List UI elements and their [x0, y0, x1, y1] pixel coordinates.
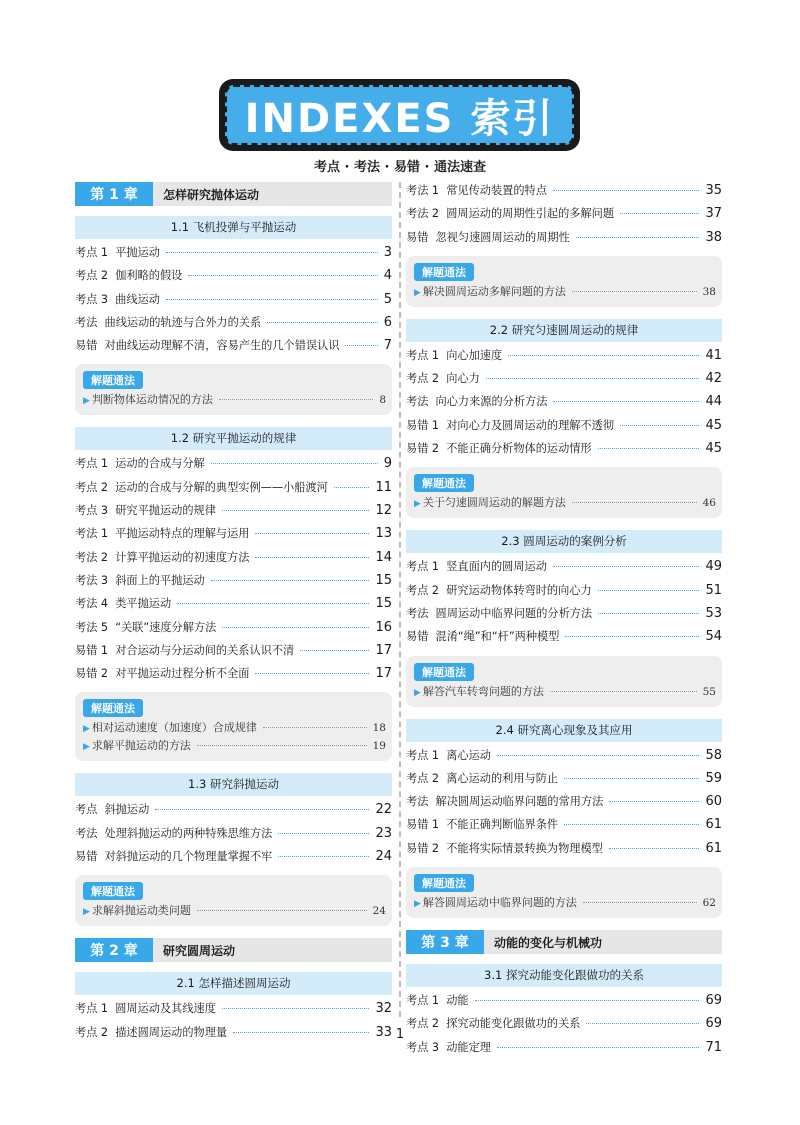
entry-title: 平抛运动特点的理解与运用: [115, 527, 250, 541]
entry-kind: 易错: [75, 339, 98, 353]
triangle-right-icon: ▶: [414, 499, 421, 510]
dot-leader: [564, 824, 699, 825]
entry-kind: 易错 2: [75, 667, 109, 681]
entry-kind: 考点 1: [75, 1002, 109, 1016]
dot-leader: [278, 833, 369, 834]
triangle-right-icon: ▶: [414, 287, 421, 298]
dot-leader: [222, 627, 369, 628]
dot-leader: [166, 252, 378, 253]
dot-leader: [609, 801, 699, 802]
entry-list: [406, 182, 722, 252]
dot-leader: [255, 557, 369, 558]
entry-title: 斜面上的平抛运动: [115, 573, 205, 587]
entry-title: 不能正确分析物体的运动情形: [446, 442, 592, 456]
index-entry[interactable]: [406, 840, 722, 863]
index-entry[interactable]: [406, 182, 722, 205]
method-entry[interactable]: [83, 719, 386, 737]
index-banner: [219, 79, 580, 151]
entry-page: 4: [383, 268, 392, 284]
dot-leader: [497, 1047, 700, 1048]
method-tag: 解题通法: [414, 663, 474, 681]
method-box: [75, 364, 392, 415]
index-entry[interactable]: [406, 205, 722, 228]
index-entry[interactable]: [75, 801, 392, 824]
entry-page: 16: [375, 619, 392, 635]
entry-kind: 易错: [75, 850, 98, 864]
entry-page: 53: [705, 605, 722, 621]
index-entry[interactable]: [75, 619, 392, 642]
entry-kind: 易错 1: [406, 418, 440, 432]
index-entry[interactable]: [75, 665, 392, 688]
entry-page: 45: [705, 441, 722, 457]
method-title: 判断物体运动情况的方法: [91, 393, 213, 407]
entry-kind: 考点 2: [406, 771, 440, 785]
dot-leader: [197, 910, 367, 911]
index-entry[interactable]: [406, 1039, 722, 1062]
index-entry[interactable]: [406, 393, 722, 416]
index-entry[interactable]: [406, 347, 722, 370]
entry-page: 71: [705, 1039, 722, 1055]
dot-leader: [300, 650, 369, 651]
section-header: 1.1 飞机投弹与平抛运动: [75, 216, 392, 239]
dot-leader: [508, 355, 699, 356]
entry-kind: 考法 1: [75, 527, 109, 541]
entry-page: 17: [375, 642, 392, 658]
entry-kind: 考点 1: [406, 994, 440, 1008]
entry-kind: 考点: [75, 803, 98, 817]
banner-inner: [225, 85, 574, 145]
entry-title: 曲线运动的轨迹与合外力的关系: [104, 315, 262, 329]
method-title: 解决圆周运动多解问题的方法: [422, 284, 566, 298]
method-entry[interactable]: [414, 494, 716, 512]
entry-page: 22: [375, 802, 392, 818]
method-tag: 解题通法: [414, 263, 474, 281]
chapter-title: 怎样研究抛体运动: [163, 187, 260, 202]
entry-title: 向心力来源的分析方法: [435, 395, 548, 409]
triangle-right-icon: ▶: [83, 724, 90, 735]
entry-page: 7: [383, 338, 392, 354]
index-entry[interactable]: [75, 848, 392, 871]
dot-leader: [572, 502, 697, 503]
entry-kind: 考法: [406, 795, 429, 809]
entry-title: 对平抛运动过程分析不全面: [115, 667, 250, 681]
dot-leader: [188, 275, 377, 276]
index-entry[interactable]: [406, 558, 722, 581]
method-title: 求解斜抛运动类问题: [91, 904, 191, 918]
entry-page: 49: [705, 559, 722, 575]
entry-title: 竖直面内的圆周运动: [446, 560, 547, 574]
entry-page: 13: [375, 526, 392, 542]
entry-kind: 考点 2: [75, 480, 109, 494]
entry-page: 14: [375, 549, 392, 565]
method-box: [406, 467, 722, 518]
dot-leader: [475, 1000, 700, 1001]
dot-leader: [166, 299, 378, 300]
entry-list: [75, 455, 392, 688]
entry-page: 42: [705, 371, 722, 387]
method-box: [406, 256, 722, 307]
dot-leader: [598, 613, 699, 614]
entry-title: 计算平抛运动的初速度方法: [115, 550, 250, 564]
index-entry[interactable]: [75, 244, 392, 267]
entry-kind: 考法 2: [406, 207, 440, 221]
entry-title: 向心力: [446, 372, 480, 386]
dot-leader: [263, 727, 367, 728]
index-entry[interactable]: [406, 417, 722, 440]
entry-title: 圆周运动的周期性引起的多解问题: [446, 207, 615, 221]
entry-page: 23: [375, 825, 392, 841]
method-page: 38: [702, 285, 716, 298]
dot-leader: [553, 190, 700, 191]
index-entry[interactable]: [406, 770, 722, 793]
dot-leader: [553, 566, 700, 567]
method-box: [406, 867, 722, 918]
entry-page: 6: [383, 314, 392, 330]
entry-kind: 考法 3: [75, 573, 109, 587]
dot-leader: [255, 673, 369, 674]
dot-leader: [255, 533, 369, 534]
entry-page: 59: [705, 770, 722, 786]
dot-leader: [609, 848, 700, 849]
method-page: 24: [372, 905, 386, 918]
entry-kind: 考点 3: [75, 292, 109, 306]
index-entry[interactable]: [75, 525, 392, 548]
entry-page: 54: [705, 629, 722, 645]
entry-title: 对合运动与分运动间的关系认识不清: [115, 643, 295, 657]
entry-page: 33: [375, 1024, 392, 1040]
entry-title: 对曲线运动理解不清，容易产生的几个错误认识: [104, 339, 340, 353]
entry-page: 41: [705, 347, 722, 363]
section-header: 2.4 研究离心现象及其应用: [406, 719, 722, 742]
chapter-3-header: [406, 930, 722, 954]
section-header: 2.3 圆周运动的案例分析: [406, 530, 722, 553]
dot-leader: [197, 745, 367, 746]
method-title: 求解平抛运动的方法: [91, 739, 191, 753]
method-title: 关于匀速圆周运动的解题方法: [422, 496, 566, 510]
entry-kind: 考法: [75, 315, 98, 329]
entry-title: 运动的合成与分解: [115, 457, 205, 471]
method-box: [75, 875, 392, 926]
chapter-2-header: [75, 938, 392, 962]
entry-title: 类平抛运动: [115, 597, 172, 611]
dot-leader: [278, 856, 369, 857]
index-entry[interactable]: [75, 825, 392, 848]
dot-leader: [211, 580, 370, 581]
dot-leader: [345, 345, 377, 346]
method-box: [406, 656, 722, 707]
entry-title: 处理斜抛运动的两种特殊思维方法: [104, 826, 273, 840]
index-entry[interactable]: [406, 229, 722, 252]
entry-kind: 易错 2: [406, 442, 440, 456]
index-entry[interactable]: [406, 628, 722, 651]
entry-kind: 考点 1: [406, 348, 440, 362]
entry-list: [75, 801, 392, 871]
page-number: 1: [395, 1027, 405, 1042]
chapter-tag: 第 1 章: [75, 182, 153, 206]
chapter-title: 研究圆周运动: [163, 943, 236, 958]
dot-leader: [576, 237, 700, 238]
chapter-tag: 第 2 章: [75, 938, 153, 962]
entry-title: “关联”速度分解方法: [115, 620, 217, 634]
entry-kind: 考点 1: [75, 457, 109, 471]
entry-title: 伽利略的假设: [115, 269, 183, 283]
entry-kind: 考点 1: [75, 246, 109, 259]
index-entry[interactable]: [75, 549, 392, 572]
entry-title: 混淆“绳”和“杆”两种模型: [435, 630, 560, 644]
index-entry[interactable]: [75, 572, 392, 595]
entry-title: 研究平抛运动的规律: [115, 504, 216, 518]
entry-kind: 易错: [406, 630, 429, 644]
entry-page: 5: [383, 291, 392, 307]
entry-page: 11: [375, 479, 392, 495]
section-header: 2.2 研究匀速圆周运动的规律: [406, 319, 722, 342]
dot-leader: [497, 755, 700, 756]
dot-leader: [550, 691, 697, 692]
dot-leader: [564, 778, 699, 779]
entry-page: 35: [705, 183, 722, 198]
method-entry[interactable]: [414, 894, 716, 912]
entry-title: 平抛运动: [115, 246, 160, 259]
entry-title: 曲线运动: [115, 292, 160, 306]
entry-page: 38: [705, 229, 722, 245]
entry-page: 45: [705, 417, 722, 433]
dot-leader: [553, 401, 699, 402]
index-entry[interactable]: [406, 605, 722, 628]
entry-kind: 考点 3: [406, 1040, 440, 1054]
entry-kind: 考点 2: [75, 1025, 109, 1039]
method-entry[interactable]: [414, 283, 716, 301]
index-entry[interactable]: [75, 337, 392, 360]
entry-kind: 考法 4: [75, 597, 109, 611]
entry-page: 44: [705, 394, 722, 410]
entry-title: 对向心力及圆周运动的理解不透彻: [446, 418, 615, 432]
entry-list: [75, 244, 392, 360]
entry-title: 研究运动物体转弯时的向心力: [446, 583, 592, 597]
method-tag: 解题通法: [414, 474, 474, 492]
entry-title: 常见传动装置的特点: [446, 184, 547, 197]
entry-page: 61: [705, 840, 722, 856]
method-tag: 解题通法: [83, 371, 143, 389]
entry-title: 斜抛运动: [104, 803, 150, 817]
method-title: 解答圆周运动中临界问题的方法: [422, 896, 577, 910]
dot-leader: [222, 1008, 370, 1009]
method-entry[interactable]: [83, 737, 386, 755]
entry-page: 32: [375, 1001, 392, 1017]
entry-kind: 易错 2: [406, 841, 440, 855]
index-entry[interactable]: [406, 793, 722, 816]
method-page: 55: [702, 685, 716, 698]
index-entry[interactable]: [406, 816, 722, 839]
section-header: 3.1 探究动能变化跟做功的关系: [406, 964, 722, 987]
section-header: 1.2 研究平抛运动的规律: [75, 427, 392, 450]
index-entry[interactable]: [75, 1000, 392, 1023]
entry-page: 69: [705, 1016, 722, 1032]
dot-leader: [222, 510, 370, 511]
chapter-title: 动能的变化与机械功: [494, 935, 603, 950]
entry-page: 12: [375, 503, 392, 519]
method-page: 18: [372, 722, 386, 735]
dot-leader: [334, 487, 370, 488]
dot-leader: [586, 1023, 699, 1024]
entry-title: 解决圆周运动临界问题的常用方法: [435, 795, 604, 809]
entry-page: 58: [705, 747, 722, 763]
entry-page: 15: [375, 596, 392, 612]
entry-kind: 考法 2: [75, 550, 109, 564]
dot-leader: [177, 603, 369, 604]
entry-page: 17: [375, 666, 392, 682]
index-entry[interactable]: [75, 502, 392, 525]
entry-kind: 考法: [75, 826, 98, 840]
method-title: 相对运动速度（加速度）合成规律: [91, 721, 257, 735]
method-page: 19: [372, 740, 386, 753]
entry-page: 24: [375, 849, 392, 865]
triangle-right-icon: ▶: [83, 396, 90, 407]
method-title: 解答汽车转弯问题的方法: [422, 684, 544, 698]
dot-leader: [219, 399, 373, 400]
dot-leader: [583, 902, 697, 903]
index-entry[interactable]: [75, 314, 392, 337]
entry-title: 对斜抛运动的几个物理量掌握不牢: [104, 850, 273, 864]
entry-kind: 考点 2: [406, 372, 440, 386]
index-entry[interactable]: [75, 455, 392, 478]
index-entry[interactable]: [75, 595, 392, 618]
entry-kind: 易错: [406, 230, 429, 244]
index-entry[interactable]: [75, 479, 392, 502]
index-entry[interactable]: [75, 642, 392, 665]
entry-kind: 考法 1: [406, 184, 440, 197]
entry-title: 离心运动: [446, 748, 491, 762]
entry-title: 运动的合成与分解的典型实例——小船渡河: [115, 480, 328, 494]
method-tag: 解题通法: [414, 874, 474, 892]
entry-page: 60: [705, 794, 722, 810]
entry-kind: 易错 1: [75, 643, 109, 657]
entry-title: 圆周运动中临界问题的分析方法: [435, 606, 593, 620]
triangle-right-icon: ▶: [414, 899, 421, 910]
dot-leader: [572, 291, 697, 292]
method-tag: 解题通法: [83, 882, 143, 900]
dot-leader: [620, 213, 699, 214]
entry-list: [406, 747, 722, 863]
entry-kind: 考点 1: [406, 560, 440, 574]
section-header: 2.1 怎样描述圆周运动: [75, 972, 392, 995]
entry-title: 忽视匀速圆周运动的周期性: [435, 230, 570, 244]
entry-kind: 考法 5: [75, 620, 109, 634]
entry-page: 69: [705, 993, 722, 1009]
entry-page: 37: [705, 206, 722, 222]
triangle-right-icon: ▶: [83, 742, 90, 753]
entry-title: 描述圆周运动的物理量: [115, 1025, 228, 1039]
dot-leader: [155, 809, 369, 810]
entry-title: 离心运动的利用与防止: [446, 771, 559, 785]
entry-kind: 考点 1: [406, 748, 440, 762]
dot-leader: [598, 590, 700, 591]
entry-kind: 考点 2: [406, 1017, 440, 1031]
dot-leader: [565, 636, 699, 637]
dot-leader: [620, 425, 699, 426]
entry-page: 9: [383, 456, 392, 472]
method-entry[interactable]: [83, 902, 386, 920]
triangle-right-icon: ▶: [414, 687, 421, 698]
index-entry[interactable]: [75, 267, 392, 290]
dot-leader: [267, 322, 378, 323]
index-entry[interactable]: [406, 440, 722, 463]
index-entry[interactable]: [406, 370, 722, 393]
dot-leader: [486, 378, 700, 379]
dot-leader: [211, 463, 378, 464]
entry-page: 15: [375, 572, 392, 588]
entry-title: 不能将实际情景转换为物理模型: [446, 841, 603, 855]
dot-leader: [598, 448, 700, 449]
banner-title: INDEXES 索引: [244, 95, 555, 142]
index-entry[interactable]: [75, 291, 392, 314]
entry-page: 61: [705, 817, 722, 833]
entry-kind: 考法: [406, 395, 429, 409]
method-tag: 解题通法: [83, 699, 143, 717]
entry-title: 探究动能变化跟做功的关系: [446, 1017, 581, 1031]
method-entry[interactable]: [414, 683, 716, 701]
page-subtitle: 考点 · 考法 · 易错 · 通法速查: [314, 160, 486, 175]
entry-title: 不能正确判断临界条件: [446, 818, 559, 832]
method-box: [75, 692, 392, 761]
index-entry[interactable]: [406, 992, 722, 1015]
column-divider: [399, 182, 401, 1017]
entry-kind: 考法: [406, 606, 429, 620]
method-page: 62: [702, 897, 716, 910]
method-entry[interactable]: [83, 391, 386, 409]
entry-title: 向心加速度: [446, 348, 503, 362]
index-entry[interactable]: [406, 747, 722, 770]
entry-page: 3: [383, 245, 392, 260]
left-column: [75, 182, 392, 1047]
index-entry[interactable]: [406, 582, 722, 605]
entry-kind: 考点 2: [75, 269, 109, 283]
chapter-tag: 第 3 章: [406, 930, 484, 954]
entry-title: 动能: [446, 994, 469, 1008]
section-header: 1.3 研究斜抛运动: [75, 773, 392, 796]
entry-kind: 考点 2: [406, 583, 440, 597]
right-column: [406, 182, 722, 1062]
triangle-right-icon: ▶: [83, 907, 90, 918]
entry-kind: 易错 1: [406, 818, 440, 832]
method-page: 46: [702, 497, 716, 510]
entry-title: 动能定理: [446, 1040, 491, 1054]
entry-page: 51: [705, 582, 722, 598]
method-page: 8: [379, 394, 386, 407]
entry-list: [406, 558, 722, 651]
chapter-1-header: [75, 182, 392, 206]
entry-kind: 考点 3: [75, 504, 109, 518]
entry-list: [406, 347, 722, 463]
entry-title: 圆周运动及其线速度: [115, 1002, 216, 1016]
